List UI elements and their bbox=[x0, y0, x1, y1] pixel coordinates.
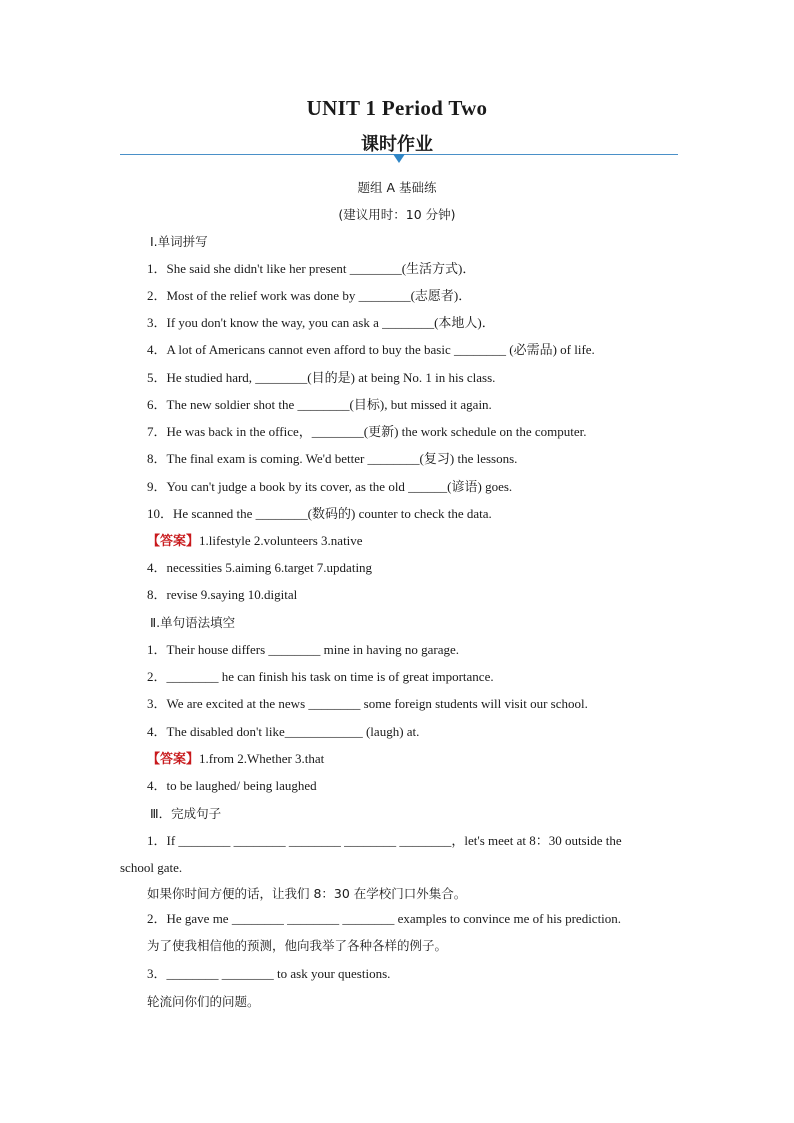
answer-line: 8．revise 9.saying 10.digital bbox=[147, 587, 298, 602]
spelling-item: 9．You can't judge a book by its cover, as the old ______(谚语) goes. bbox=[147, 479, 513, 494]
spelling-item: 6．The new soldier shot the ________(目标), but missed it again. bbox=[147, 397, 492, 412]
sentence-translation: 如果你时间方便的话，让我们 8：30 在学校门口外集合。 bbox=[147, 886, 467, 901]
spelling-item: 1．She said she didn't like her present ________(生活方式)． bbox=[147, 261, 476, 276]
sentence-translation: 轮流问你们的问题。 bbox=[147, 994, 260, 1009]
answer-line: 4．necessities 5.aiming 6.target 7.updating bbox=[147, 560, 373, 575]
triangle-down-icon bbox=[393, 154, 405, 163]
answer-line bbox=[147, 751, 324, 768]
grammar-item: 3．We are excited at the news ________ some foreign students will visit our school. bbox=[147, 696, 588, 711]
sentence-item bbox=[147, 833, 702, 849]
answer-text: 1.lifestyle 2.volunteers 3.native bbox=[199, 533, 363, 548]
spelling-item: 10．He scanned the ________(数码的) counter to check the data. bbox=[147, 506, 492, 521]
sentence-item: 3．________ ________ to ask your questions. bbox=[147, 966, 391, 981]
sentence-wrap: school gate. bbox=[120, 860, 183, 875]
answer-line bbox=[147, 533, 363, 550]
time-tip: (建议用时：10 分钟) bbox=[338, 207, 456, 222]
spelling-item: 8．The final exam is coming. We'd better ________(复习) the lessons. bbox=[147, 451, 518, 466]
grammar-item: 1．Their house differs ________ mine in having no garage. bbox=[147, 642, 460, 657]
answer-tag: 【答案】 bbox=[147, 534, 200, 549]
sentence-item: 2．He gave me ________ ________ ________ examples to convince me of his prediction. bbox=[147, 911, 622, 926]
spelling-item: 7．He was back in the office，________(更新) the work schedule on the computer. bbox=[147, 424, 587, 439]
spelling-item: 3．If you don't know the way, you can ask a ________(本地人)． bbox=[147, 315, 495, 330]
section-heading-sentences: Ⅲ．完成句子 bbox=[150, 806, 222, 821]
answer-text: 1.from 2.Whether 3.that bbox=[199, 751, 325, 766]
grammar-item: 4．The disabled don't like____________ (laugh) at. bbox=[147, 724, 420, 739]
unit-title: UNIT 1 Period Two bbox=[306, 96, 488, 120]
sentence-translation: 为了使我相信他的预测，他向我举了各种各样的例子。 bbox=[147, 938, 448, 953]
answer-line: 4．to be laughed/ being laughed bbox=[147, 778, 317, 793]
spelling-item: 2．Most of the relief work was done by ________(志愿者)． bbox=[147, 288, 472, 303]
grammar-item: 2．________ he can finish his task on time is of great importance. bbox=[147, 669, 494, 684]
answer-tag: 【答案】 bbox=[147, 752, 200, 767]
sentence-text: 1．If ________ ________ ________ ________ ________，let's meet at 8：30 outside the bbox=[147, 833, 622, 848]
section-heading-spelling: Ⅰ.单词拼写 bbox=[150, 234, 208, 249]
spelling-item: 4．A lot of Americans cannot even afford to buy the basic ________ (必需品) of life. bbox=[147, 342, 595, 357]
section-heading-grammar: Ⅱ.单句语法填空 bbox=[150, 615, 236, 630]
homework-title: 课时作业 bbox=[361, 134, 433, 155]
spelling-item: 5．He studied hard, ________(目的是) at being No. 1 in his class. bbox=[147, 370, 496, 385]
group-title: 题组 A 基础练 bbox=[357, 180, 437, 195]
